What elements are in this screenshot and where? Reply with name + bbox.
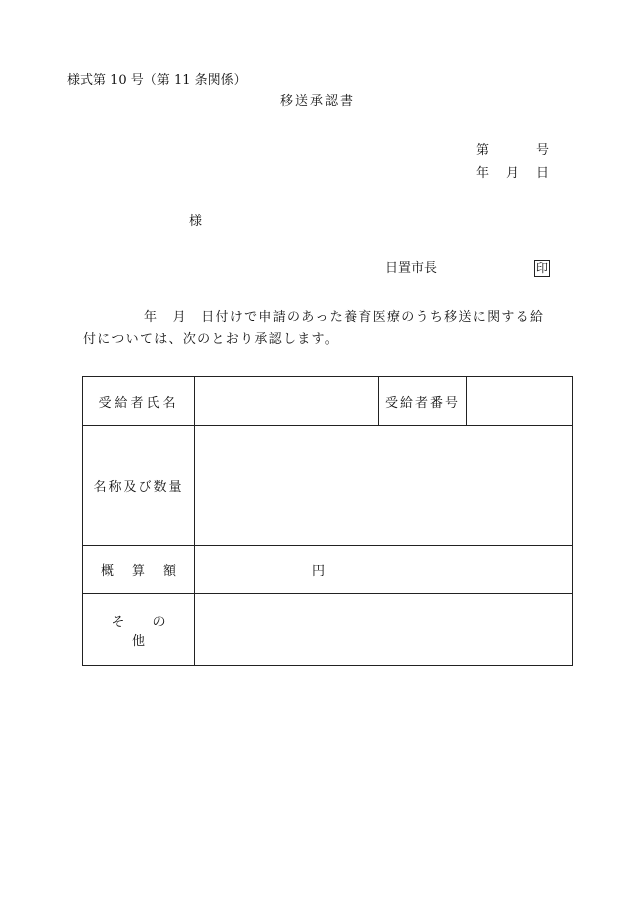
- table-row: [83, 377, 573, 426]
- other-label: その他: [83, 594, 195, 666]
- number-dai: 第: [476, 143, 490, 158]
- item-label: 名称及び数量: [83, 426, 195, 546]
- recipient-name-label: 受給者氏名: [83, 377, 195, 426]
- item-field: [195, 426, 573, 546]
- seal-mark: 印: [536, 261, 549, 275]
- table-row: [83, 594, 573, 666]
- form-number: 様式第 10 号（第 11 条関係）: [67, 73, 247, 88]
- amount-unit: 円: [311, 564, 325, 579]
- issuer-name: 日置市長: [385, 261, 438, 276]
- table-row: [83, 426, 573, 546]
- recipient-number-label: 受給者番号: [379, 377, 467, 426]
- recipient-number-field: [467, 377, 573, 426]
- date-month: 月: [506, 166, 520, 181]
- document-title: 移送承認書: [280, 94, 356, 109]
- number-go: 号: [536, 143, 550, 158]
- body-line-2: 付については、次のとおり承認します。: [83, 332, 340, 347]
- body-line-1: 年 月 日付けで申請のあった養育医療のうち移送に関する給: [144, 310, 545, 325]
- other-field: [195, 594, 573, 666]
- date-day: 日: [536, 166, 550, 181]
- table-row: [83, 546, 573, 594]
- addressee-suffix: 様: [189, 214, 203, 229]
- approval-table: [82, 376, 573, 666]
- amount-field: [195, 546, 573, 594]
- date-year: 年: [476, 166, 490, 181]
- amount-label: 概算額: [83, 546, 195, 594]
- recipient-name-field: [195, 377, 379, 426]
